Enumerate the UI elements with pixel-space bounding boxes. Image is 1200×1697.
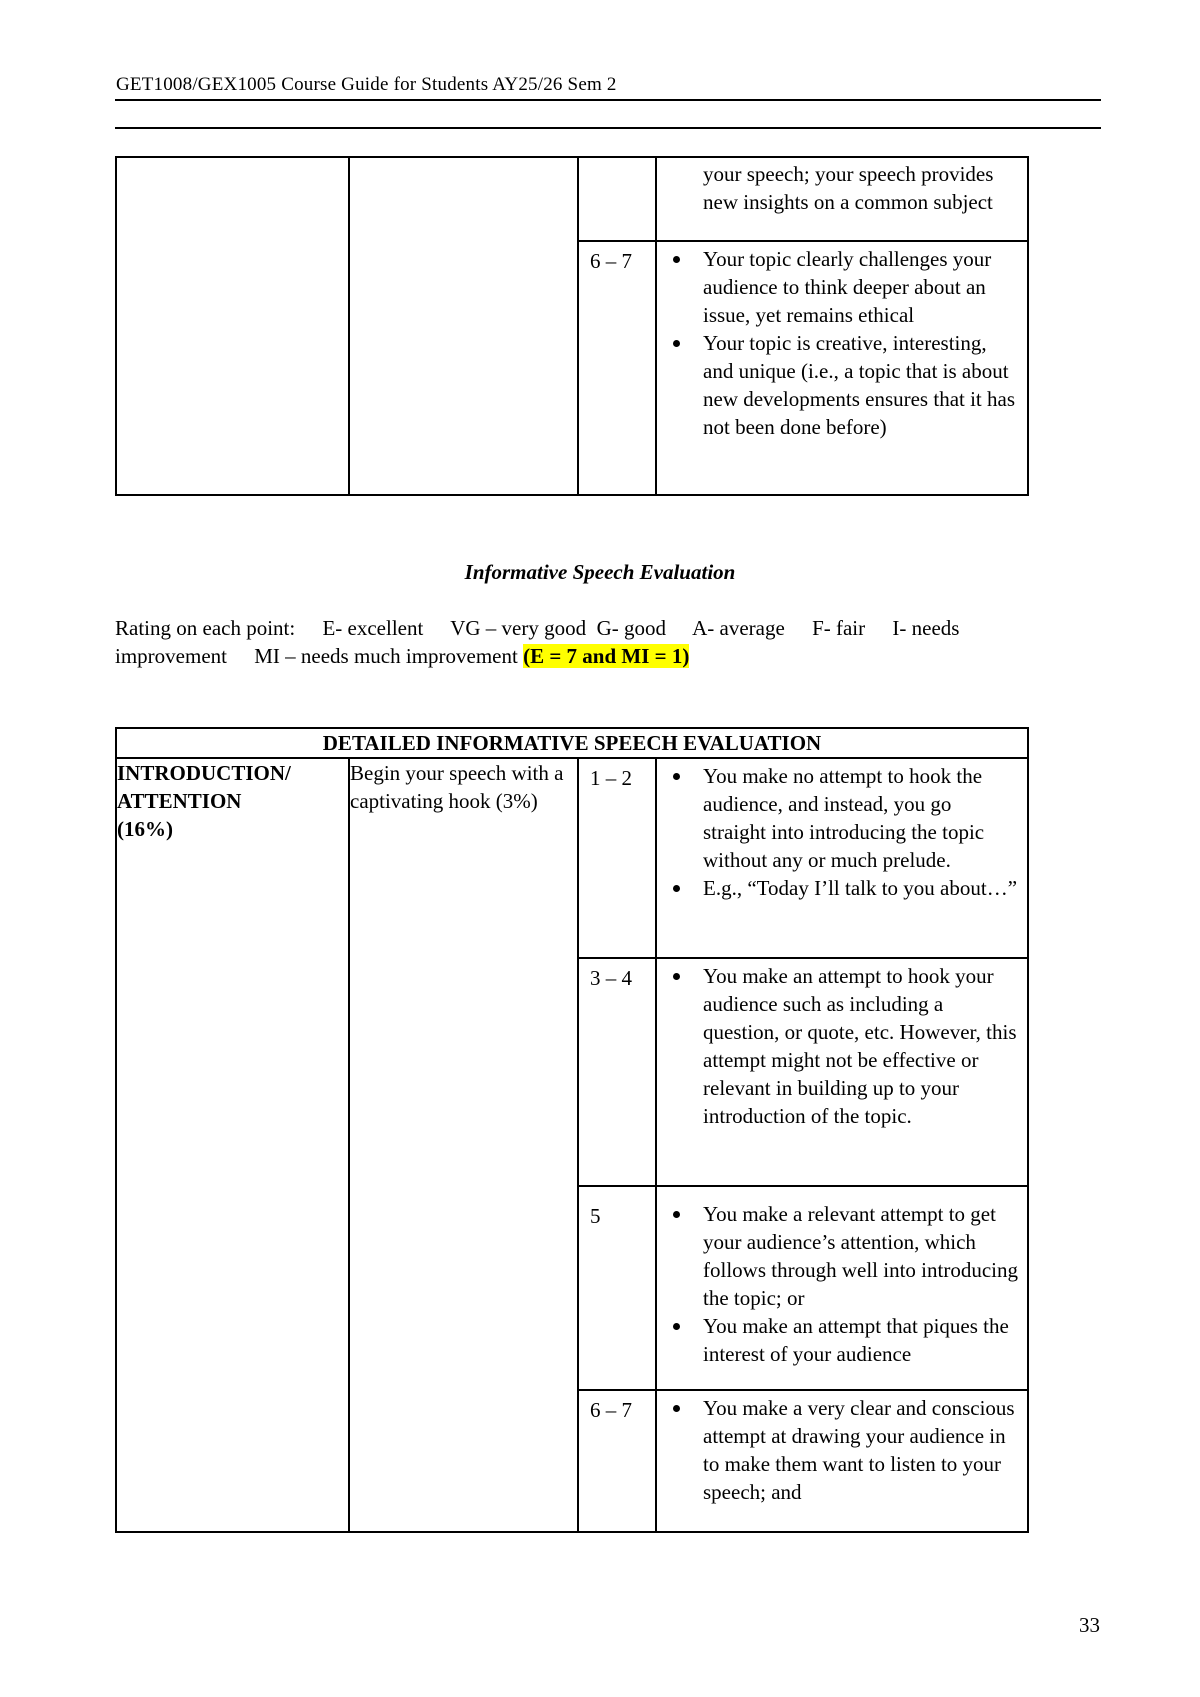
list-item: Your topic clearly challenges your audience to think deeper about an issue, yet remains ethical: [657, 245, 1019, 329]
rating-item: F- fair: [812, 616, 866, 640]
header-rule-top: [115, 99, 1101, 101]
list-item: You make a relevant attempt to get your audience’s attention, which follows through well into introducing the topic; or: [657, 1200, 1019, 1312]
score-label: 3 – 4: [590, 966, 632, 990]
score-cell: [578, 958, 656, 1186]
score-cell: [578, 1186, 656, 1390]
list-item: You make no attempt to hook the audience, and instead, you go straight into introducing the topic without any or much prelude.: [657, 762, 1019, 874]
category-cell: [116, 758, 349, 1532]
score-cell: [578, 157, 656, 241]
continuation-text: your speech; your speech provides new insights on a common subject: [703, 162, 994, 214]
list-item: You make an attempt to hook your audience such as including a question, or quote, etc. However, this attempt might not be effective or relevant in building up to your introduction of the topic.: [657, 962, 1019, 1130]
score-label: 6 – 7: [590, 249, 632, 273]
rubric-continuation-table: [115, 156, 1029, 496]
score-label: 5: [590, 1204, 601, 1228]
score-cell: [578, 758, 656, 958]
description-cell: [656, 1390, 1028, 1532]
criterion-cell: [349, 157, 578, 495]
list-item: E.g., “Today I’ll talk to you about…”: [657, 874, 1019, 902]
rating-item: G- good: [596, 616, 667, 640]
score-label: 6 – 7: [590, 1398, 632, 1422]
rating-lead: Rating on each point:: [115, 616, 296, 640]
rating-item: I- needs improvement: [115, 616, 960, 668]
list-item: You make a very clear and conscious attempt at drawing your audience in to make them want to listen to your speech; and: [657, 1394, 1019, 1506]
category-line: (16%): [117, 817, 173, 841]
rating-item: VG – very good: [450, 616, 587, 640]
description-cell: [656, 958, 1028, 1186]
table-row: [116, 758, 1028, 958]
rating-scale: [115, 614, 1075, 670]
score-label: 1 – 2: [590, 766, 632, 790]
page-header: GET1008/GEX1005 Course Guide for Students AY25/26 Sem 2: [116, 74, 617, 95]
table-row: [116, 157, 1028, 241]
table-heading: DETAILED INFORMATIVE SPEECH EVALUATION: [116, 728, 1028, 758]
header-rule-bottom: [115, 127, 1101, 129]
criterion-cell: Begin your speech with a captivating hook (3%): [349, 758, 578, 1532]
description-cell: [656, 241, 1028, 495]
list-item: Your topic is creative, interesting, and unique (i.e., a topic that is about new developments ensures that it has not been done before): [657, 329, 1019, 441]
description-cell: [656, 758, 1028, 958]
score-cell: [578, 1390, 656, 1532]
score-cell: [578, 241, 656, 495]
description-cell: [656, 1186, 1028, 1390]
category-line: ATTENTION: [117, 789, 242, 813]
page-number: 33: [1079, 1613, 1100, 1637]
category-cell: [116, 157, 349, 495]
section-title: Informative Speech Evaluation: [464, 560, 736, 584]
description-cell: [656, 157, 1028, 241]
rating-item: MI – needs much improvement: [254, 644, 518, 668]
informative-speech-evaluation-table: [115, 727, 1029, 1533]
list-item: You make an attempt that piques the interest of your audience: [657, 1312, 1019, 1368]
rating-item: E- excellent: [322, 616, 424, 640]
rating-item: A- average: [692, 616, 785, 640]
table-heading-row: [116, 728, 1028, 758]
rating-range-highlight: (E = 7 and MI = 1): [523, 644, 690, 668]
category-line: INTRODUCTION/: [117, 761, 291, 785]
